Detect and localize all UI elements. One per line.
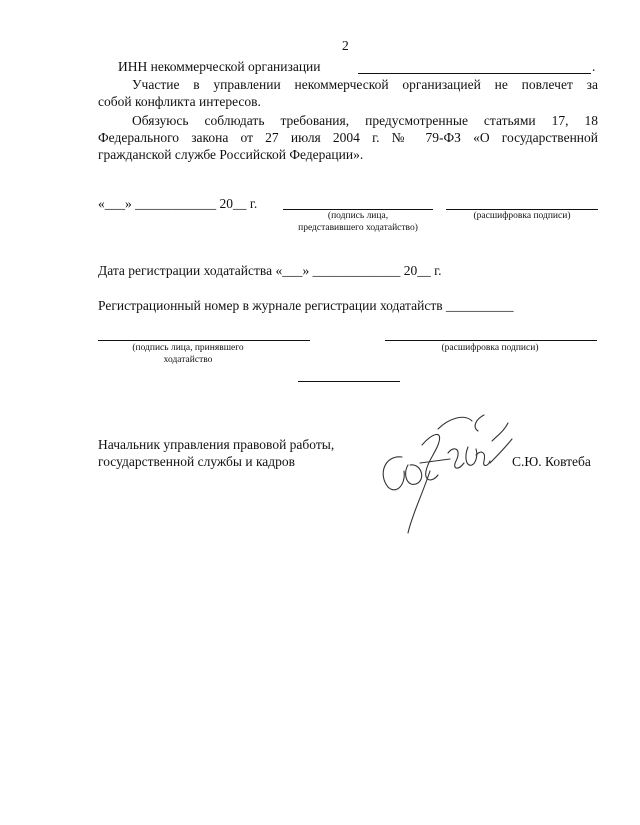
acceptor-decoding-line xyxy=(385,340,597,341)
head-name: С.Ю. Ковтеба xyxy=(512,454,591,469)
head-title-line-1: Начальник управления правовой работы, xyxy=(98,437,335,452)
date-field: «___» ____________ 20__ г. xyxy=(98,196,258,211)
obligation-line-2: Федерального закона от 27 июля 2004 г. № 79-ФЗ «О государственной xyxy=(98,130,598,145)
registration-date: Дата регистрации ходатайства «___» _____________ 20__ г. xyxy=(98,263,442,278)
head-title-line-2: государственной службы и кадров xyxy=(98,454,296,469)
participation-line-1: Участие в управлении некоммерческой организацией не повлечет за xyxy=(132,77,598,92)
obligation-line-1: Обязуюсь соблюдать требования, предусмотренные статьями 17, 18 xyxy=(132,113,598,128)
acceptor-signature-line xyxy=(98,340,310,341)
applicant-signature-caption-2: представившего ходатайство) xyxy=(298,223,418,233)
applicant-signature-caption-1: (подпись лица, xyxy=(327,211,389,221)
inn-label: ИНН некоммерческой организации xyxy=(118,59,321,74)
inn-blank-line xyxy=(358,73,591,74)
applicant-signature-line xyxy=(283,209,433,210)
inn-end-mark: . xyxy=(592,59,596,74)
applicant-decoding-caption: (расшифровка подписи) xyxy=(473,211,571,221)
handwritten-signature xyxy=(372,405,522,545)
obligation-line-3: гражданской службе Российской Федерации». xyxy=(98,147,364,162)
registration-number: Регистрационный номер в журнале регистрации ходатайств __________ xyxy=(98,298,514,313)
acceptor-decoding-caption: (расшифровка подписи) xyxy=(441,343,539,353)
acceptor-signature-caption-2: ходатайство xyxy=(163,355,213,365)
acceptor-signature-caption-1: (подпись лица, принявшего xyxy=(132,343,244,353)
applicant-decoding-line xyxy=(446,209,598,210)
participation-line-2: собой конфликта интересов. xyxy=(98,94,261,109)
page-number: 2 xyxy=(342,38,349,53)
divider-line xyxy=(298,381,400,382)
